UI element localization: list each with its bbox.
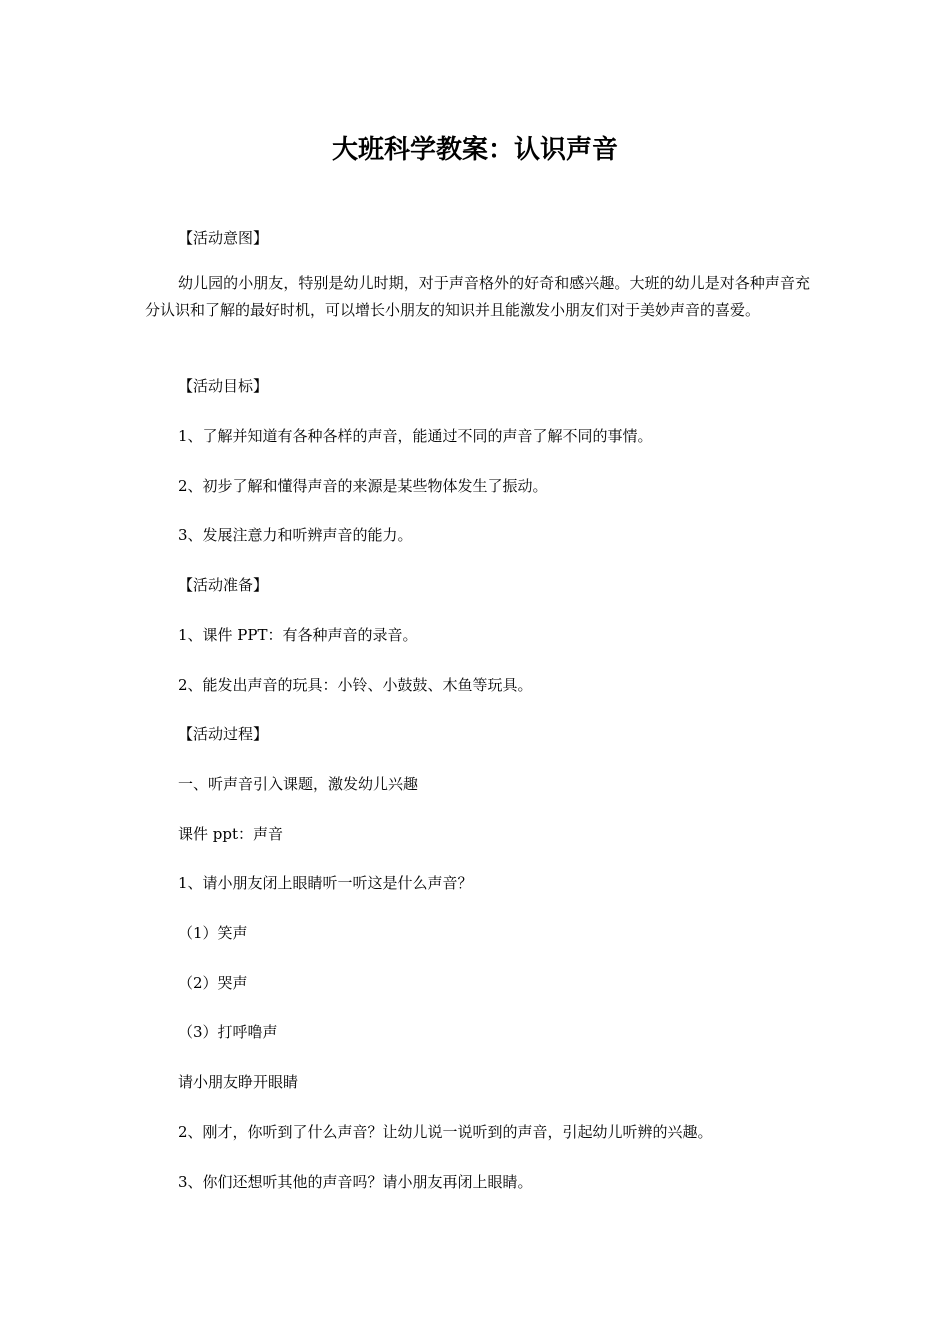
process-item: 请小朋友睁开眼睛: [178, 1073, 299, 1091]
process-item: （1）笑声: [178, 924, 248, 942]
section-heading-intent: 【活动意图】: [178, 229, 269, 247]
goal-item: 2、初步了解和懂得声音的来源是某些物体发生了振动。: [178, 477, 548, 495]
process-item: 1、请小朋友闭上眼睛听一听这是什么声音？: [178, 874, 473, 892]
process-item: （3）打呼噜声: [178, 1023, 278, 1041]
process-item: 2、刚才，你听到了什么声音？让幼儿说一说听到的声音，引起幼儿听辨的兴趣。: [178, 1123, 713, 1141]
prep-item: 1、课件 PPT：有各种声音的录音。: [178, 626, 418, 644]
goal-item: 3、发展注意力和听辨声音的能力。: [178, 526, 413, 544]
section-heading-prep: 【活动准备】: [178, 576, 269, 594]
process-item: 课件 ppt：声音: [178, 825, 284, 843]
goal-item: 1、了解并知道有各种各样的声音，能通过不同的声音了解不同的事情。: [178, 427, 653, 445]
document-title: 大班科学教案：认识声音: [331, 135, 618, 165]
process-step-heading: 一、听声音引入课题，激发幼儿兴趣: [178, 775, 419, 793]
intent-paragraph: 幼儿园的小朋友，特别是幼儿时期，对于声音格外的好奇和感兴趣。大班的幼儿是对各种声音充分认识和了解的最好时机，可以增长小朋友的知识并且能激发小朋友们对于美妙声音的喜爱。: [145, 274, 810, 319]
prep-item: 2、能发出声音的玩具：小铃、小鼓鼓、木鱼等玩具。: [178, 676, 533, 694]
section-heading-process: 【活动过程】: [178, 725, 269, 743]
section-heading-goals: 【活动目标】: [178, 377, 269, 395]
process-item: （2）哭声: [178, 974, 248, 992]
process-item: 3、你们还想听其他的声音吗？请小朋友再闭上眼睛。: [178, 1173, 533, 1191]
